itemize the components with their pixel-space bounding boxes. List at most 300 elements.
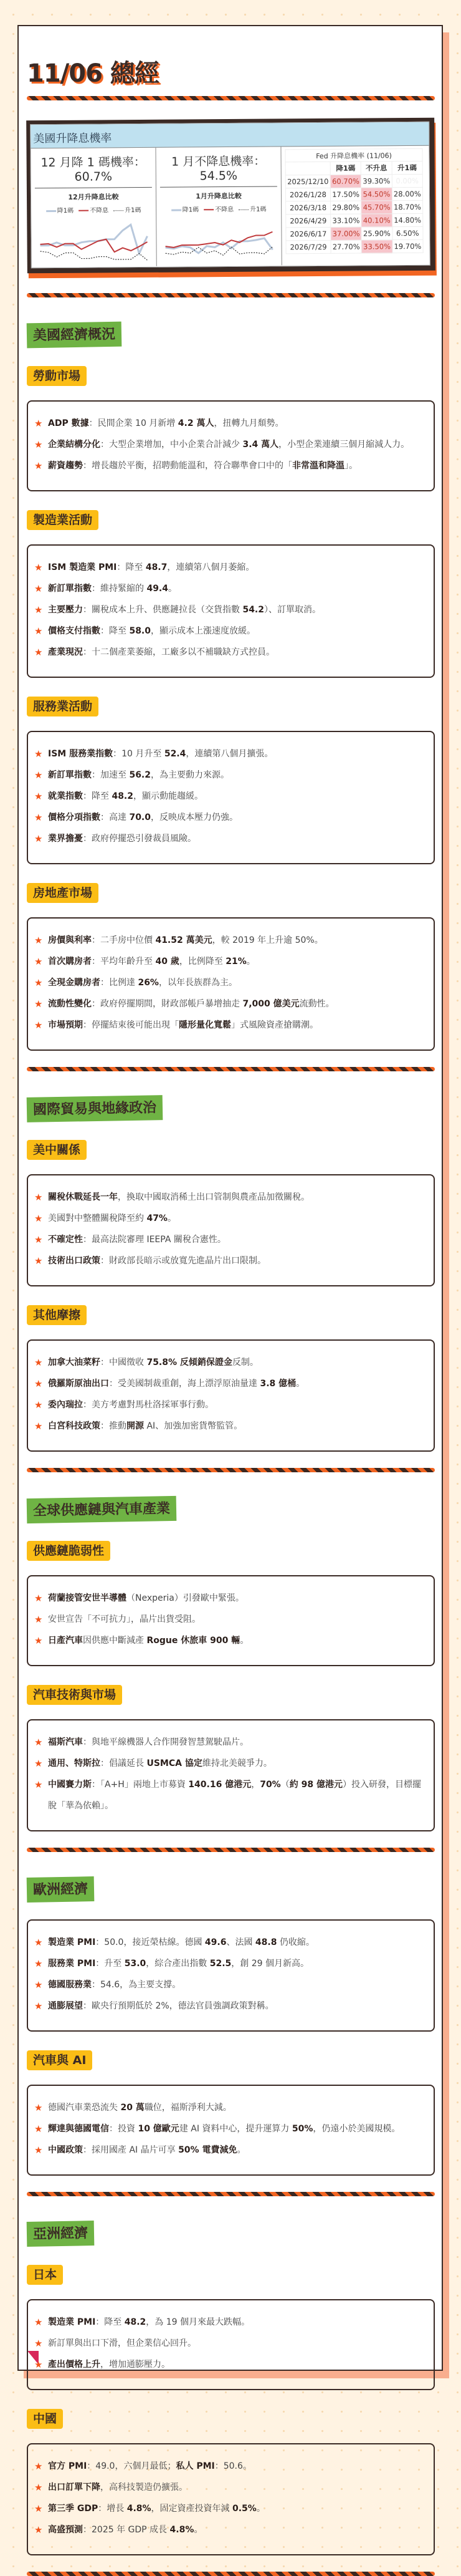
probability-cell: 33.50% xyxy=(361,240,392,253)
bold-text: 非常溫和降溫 xyxy=(292,461,345,471)
divider-stripe xyxy=(27,293,435,297)
probability-cell: 27.70% xyxy=(331,240,361,253)
star-icon: ★ xyxy=(34,1593,43,1604)
bold-text: 業界擔憂 xyxy=(48,834,83,844)
text: ：50.6。 xyxy=(214,2461,252,2471)
text: 。 xyxy=(256,2504,265,2514)
text: ：中國徵收 xyxy=(100,1358,147,1368)
chart-legend xyxy=(35,205,152,215)
star-icon: ★ xyxy=(34,562,43,573)
text: ：降至 xyxy=(83,791,112,801)
list-item xyxy=(34,599,427,620)
column-header: 不升息 xyxy=(361,162,391,175)
text: 安世宣告「不可抗力」，晶片出貨受阻。 xyxy=(48,1614,201,1624)
star-icon: ★ xyxy=(34,583,43,594)
bold-text: 3.8 億桶 xyxy=(260,1379,297,1389)
text: ，較 2019 年上升逾 50%。 xyxy=(212,935,323,945)
column-header: 降1碼 xyxy=(330,162,361,175)
list-item xyxy=(34,1932,427,1953)
subsection-label: 美中關係 xyxy=(27,1140,87,1160)
text: （Nexperia）引發歐中緊張。 xyxy=(126,1593,244,1603)
star-icon: ★ xyxy=(34,1357,43,1368)
text: 。 xyxy=(194,2525,203,2535)
rate-probability-panel xyxy=(26,118,435,274)
divider-stripe xyxy=(27,96,435,100)
meeting-date: 2026/1/28 xyxy=(285,188,330,201)
bold-text: 德國服務業 xyxy=(48,1980,92,1990)
list-item xyxy=(34,557,427,578)
text: ：加速至 xyxy=(92,770,130,780)
bold-text: 50% xyxy=(292,2124,313,2134)
dec-chart-column xyxy=(31,148,156,267)
text: ：投資 xyxy=(109,2124,138,2134)
list-item xyxy=(34,1974,427,1995)
meeting-date: 2026/3/18 xyxy=(286,201,331,215)
bold-text: 10 億歐元 xyxy=(138,2124,179,2134)
probability-cell: 33.10% xyxy=(331,214,361,227)
bold-text: 不確定性 xyxy=(48,1235,83,1245)
newsletter-card xyxy=(17,25,443,2535)
text: ，扭轉九月頹勢。 xyxy=(214,418,284,428)
star-icon: ★ xyxy=(34,1378,43,1389)
bold-text: 56.2 xyxy=(129,770,151,780)
bold-text: ISM 服務業指數 xyxy=(48,749,113,759)
bold-text: 4.2 萬人 xyxy=(178,418,214,428)
text: 德國汽車業恐流失 xyxy=(48,2103,121,2113)
list-item xyxy=(34,807,427,828)
bold-text: 26% xyxy=(138,978,159,988)
list-item xyxy=(34,1774,427,1816)
bold-text: 140.16 億港元 xyxy=(188,1780,252,1790)
list-item xyxy=(34,1995,427,2017)
bold-text: 就業指數 xyxy=(48,791,83,801)
star-icon: ★ xyxy=(34,418,43,429)
section xyxy=(27,2196,435,2576)
star-icon: ★ xyxy=(34,2524,43,2535)
bold-text: 首次購房者 xyxy=(48,957,92,967)
subsection-label: 其他摩擦 xyxy=(27,1305,87,1325)
text: ，創 29 個月新高。 xyxy=(231,1959,309,1969)
star-icon: ★ xyxy=(34,2144,43,2156)
meeting-date: 2026/7/29 xyxy=(286,240,331,254)
bullet-box xyxy=(27,544,435,678)
star-icon: ★ xyxy=(34,1614,43,1625)
star-icon: ★ xyxy=(34,998,43,1010)
list-item xyxy=(34,578,427,599)
subsection-label: 中國 xyxy=(27,2409,63,2429)
star-icon: ★ xyxy=(34,2102,43,2113)
star-icon: ★ xyxy=(34,1255,43,1266)
star-icon: ★ xyxy=(34,1020,43,1031)
bold-text: 荷蘭接管安世半導體 xyxy=(48,1593,126,1603)
bold-text: 41.52 萬美元 xyxy=(155,935,212,945)
bold-text: 中國賽力斯 xyxy=(48,1780,92,1790)
section xyxy=(27,1472,435,1852)
divider-stripe xyxy=(27,1468,435,1472)
star-icon: ★ xyxy=(34,625,43,637)
text: ：10 月升至 xyxy=(113,749,164,759)
probability-cell: 6.50% xyxy=(392,226,423,239)
text: 。 xyxy=(237,2145,246,2155)
probability-cell: 17.50% xyxy=(330,188,361,201)
probability-cell: 19.70% xyxy=(392,239,424,253)
bold-text: 產業現況 xyxy=(48,647,83,657)
legend-hike: 升1碼 xyxy=(113,205,141,214)
text: 」式風險資產搶購潮。 xyxy=(231,1020,318,1030)
section-heading: 歐洲經濟 xyxy=(27,1876,95,1903)
list-item xyxy=(34,2139,427,2161)
text: ：49.0，六個月最低； xyxy=(87,2461,176,2471)
probability-cell: 39.30% xyxy=(361,175,392,188)
star-icon: ★ xyxy=(34,748,43,760)
bold-text: 企業結構分化 xyxy=(48,440,100,450)
text: 、法國 xyxy=(226,1937,255,1947)
list-item xyxy=(34,2333,427,2354)
bold-text: 新訂單指數 xyxy=(48,770,92,780)
text: ：關稅成本上升、供應鏈拉長（交貨指數 xyxy=(83,605,243,615)
legend-hold: 不降息 xyxy=(204,204,234,213)
list-item xyxy=(34,1250,427,1271)
list-item xyxy=(34,1753,427,1774)
text: ）、訂單取消。 xyxy=(264,605,321,615)
text: ：採用國產 AI 晶片可享 xyxy=(83,2145,179,2155)
star-icon: ★ xyxy=(34,2123,43,2135)
star-icon: ★ xyxy=(34,1234,43,1245)
star-icon: ★ xyxy=(34,439,43,450)
star-icon: ★ xyxy=(34,1399,43,1411)
star-icon: ★ xyxy=(34,1737,43,1748)
jan-headline: 1 月不降息機率：54.5% xyxy=(159,149,277,187)
list-item xyxy=(34,2498,427,2519)
text: ：財政部長暗示或放寬先進晶片出口限制。 xyxy=(100,1256,266,1266)
star-icon: ★ xyxy=(34,956,43,967)
list-item xyxy=(34,2354,427,2375)
subsection-label: 汽車技術與市場 xyxy=(27,1685,122,1705)
list-item xyxy=(34,1416,427,1437)
panel-header: 美國升降息機率 xyxy=(31,122,429,148)
bold-text: 私人 PMI xyxy=(176,2461,215,2471)
star-icon: ★ xyxy=(34,604,43,615)
bullet-box xyxy=(27,2299,435,2390)
text: ：大型企業增加，中小企業合計減少 xyxy=(100,440,243,450)
star-icon: ★ xyxy=(34,2317,43,2328)
bold-text: 隱形量化寬鬆 xyxy=(179,1020,231,1030)
bold-text: 通膨展望 xyxy=(48,2001,83,2011)
text: ：維持緊縮的 xyxy=(92,584,147,594)
chart-legend xyxy=(160,203,277,213)
text: ，綜合產出指數 xyxy=(146,1959,210,1969)
list-item xyxy=(34,972,427,993)
text: ：50.0，接近榮枯線。德國 xyxy=(95,1937,205,1947)
subsection-label: 供應鏈脆弱性 xyxy=(27,1541,110,1561)
bold-text: 官方 PMI xyxy=(48,2461,87,2471)
divider-stripe xyxy=(27,1848,435,1852)
chart-title: 12月升降息比較 xyxy=(68,193,119,201)
list-item xyxy=(34,642,427,663)
section-heading: 亞洲經濟 xyxy=(27,2221,95,2247)
section xyxy=(27,297,435,1071)
legend-hike: 升1碼 xyxy=(239,204,266,213)
probability-cell: 28.00% xyxy=(392,187,423,200)
text: 仍收縮。 xyxy=(277,1937,315,1947)
bold-text: 58.0 xyxy=(129,626,151,636)
list-item xyxy=(34,1609,427,1630)
star-icon: ★ xyxy=(34,2503,43,2514)
text: ：降至 xyxy=(116,562,146,572)
bullet-box xyxy=(27,731,435,864)
star-icon: ★ xyxy=(34,1213,43,1224)
text: ：停擺結束後可能出現「 xyxy=(83,1020,179,1030)
section xyxy=(27,1852,435,2196)
list-item xyxy=(34,1588,427,1609)
text: ：降至 xyxy=(95,2317,125,2327)
bullet-box xyxy=(27,1339,435,1452)
divider-stripe xyxy=(27,2572,435,2576)
text: ，以年長族群為主。 xyxy=(158,978,237,988)
legend-hold: 不降息 xyxy=(78,205,108,214)
bold-text: 白宮科技政策 xyxy=(48,1421,100,1431)
list-item xyxy=(34,2519,427,2540)
list-item xyxy=(34,2118,427,2139)
meeting-date: 2025/12/10 xyxy=(285,175,330,188)
text: ：升至 xyxy=(95,1959,125,1969)
bold-text: 製造業 PMI xyxy=(48,2317,96,2327)
bold-text: ADP 數據 xyxy=(48,418,89,428)
text: ：高達 xyxy=(100,813,130,822)
subsection-label: 製造業活動 xyxy=(27,510,98,530)
bold-text: 市場預期 xyxy=(48,1020,83,1030)
bold-text: 新訂單指數 xyxy=(48,584,92,594)
text: ，為 19 個月來最大跌幅。 xyxy=(146,2317,250,2327)
section-heading: 美國經濟概況 xyxy=(27,322,122,349)
bold-text: 全現金購房者 xyxy=(48,978,100,988)
subsection-label: 日本 xyxy=(27,2265,63,2285)
text: ：推動 xyxy=(100,1421,126,1431)
list-item xyxy=(34,620,427,642)
text: （ xyxy=(280,1780,290,1790)
bullet-box xyxy=(27,400,435,491)
text: ）投入研發，目標擺脫「華為依賴」。 xyxy=(48,1780,421,1811)
text: 。 xyxy=(168,584,177,594)
probability-cell: 25.90% xyxy=(361,227,392,240)
bold-text: 52.4 xyxy=(164,749,186,759)
text: ，仍遠小於美國規模。 xyxy=(313,2124,401,2134)
bold-text: 70% xyxy=(260,1780,281,1790)
text: 新訂單與出口下滑，但企業信心回升。 xyxy=(48,2338,196,2348)
star-icon: ★ xyxy=(34,1779,43,1790)
text: ：2025 年 GDP 成長 xyxy=(83,2525,170,2535)
star-icon: ★ xyxy=(34,1979,43,1990)
probability-cell: 45.70% xyxy=(361,201,392,214)
bold-text: 產出價格上升 xyxy=(48,2360,100,2370)
series-line-2 xyxy=(166,247,273,256)
star-icon: ★ xyxy=(34,1192,43,1203)
text: ：增長趨於平衡，招聘動能溫和，符合聯準會口中的「 xyxy=(83,461,292,471)
text: ：最高法院審理 IEEPA 關稅合憲性。 xyxy=(83,1235,226,1245)
text: ：降至 xyxy=(100,626,130,636)
text: ：二手房中位價 xyxy=(92,935,156,945)
bullet-box xyxy=(27,1575,435,1666)
text: 反制。 xyxy=(232,1358,259,1368)
star-icon: ★ xyxy=(34,1421,43,1432)
text: ，固定資產投資年減 xyxy=(151,2504,232,2514)
text: AI、加強加密貨幣監管。 xyxy=(144,1421,243,1431)
bold-text: 52.5 xyxy=(209,1959,232,1969)
text: 流動性。 xyxy=(299,999,335,1009)
text: ，連續第八個月萎縮。 xyxy=(167,562,255,572)
bold-text: 福斯汽車 xyxy=(48,1737,83,1747)
text: ：與地平線機器人合作開發智慧駕駛晶片。 xyxy=(83,1737,249,1747)
probability-cell: 18.70% xyxy=(392,200,423,213)
star-icon: ★ xyxy=(34,2482,43,2493)
table-caption: Fed 升降息機率 (11/06) xyxy=(285,148,422,162)
list-item xyxy=(34,1015,427,1036)
bold-text: 通用、特斯拉 xyxy=(48,1758,100,1768)
meeting-date: 2026/6/17 xyxy=(286,227,331,241)
bold-text: 4.8% xyxy=(126,2504,151,2514)
bold-text: 48.7 xyxy=(145,562,168,572)
text: 」。 xyxy=(345,461,358,471)
text: 維持北美競爭力。 xyxy=(202,1758,272,1768)
list-item xyxy=(34,828,427,849)
bold-text: 48.8 xyxy=(255,1937,277,1947)
text: ，反映成本壓力仍強。 xyxy=(151,813,238,822)
bold-text: 主要壓力 xyxy=(48,605,83,615)
star-icon: ★ xyxy=(34,460,43,471)
bold-text: USMCA 協定 xyxy=(146,1758,202,1768)
bullet-box xyxy=(27,2443,435,2555)
star-icon: ★ xyxy=(34,1937,43,1948)
bullet-box xyxy=(27,1719,435,1831)
bold-text: 0.5% xyxy=(232,2504,257,2514)
text: ：平均年齡升至 xyxy=(92,957,156,967)
page-title: 11/06 總經 xyxy=(27,59,159,88)
bold-text: 48.2 xyxy=(124,2317,146,2327)
list-item xyxy=(34,413,427,434)
star-icon: ★ xyxy=(34,2359,43,2370)
bold-text: 75.8% 反傾銷保證金 xyxy=(146,1358,232,1368)
star-icon: ★ xyxy=(34,935,43,946)
list-item xyxy=(34,434,427,455)
list-item xyxy=(34,455,427,476)
bold-text: 7,000 億美元 xyxy=(242,999,300,1009)
text: ：倡議延長 xyxy=(100,1758,147,1768)
text: ：「A+H」兩地上市募資 xyxy=(92,1780,189,1790)
text: ：54.6，為主要支撐。 xyxy=(92,1980,181,1990)
bold-text: ISM 製造業 PMI xyxy=(48,562,117,572)
probability-cell: 54.50% xyxy=(361,188,392,201)
bold-text: 價格支付指數 xyxy=(48,626,100,636)
series-line-2 xyxy=(40,251,148,261)
bold-text: 俄羅斯原油出口 xyxy=(48,1379,109,1389)
list-item xyxy=(34,1732,427,1753)
text: 。 xyxy=(246,957,255,967)
list-item xyxy=(34,1229,427,1250)
subsection-label: 勞動市場 xyxy=(27,366,87,386)
list-item xyxy=(34,1187,427,1208)
bold-text: 出口訂單下降 xyxy=(48,2482,100,2492)
bold-text: 47% xyxy=(146,1213,168,1223)
dec-line-chart xyxy=(35,214,153,271)
list-item xyxy=(34,930,427,951)
bold-text: 48.2 xyxy=(112,791,133,801)
text: 職位，福斯淨利大減。 xyxy=(144,2103,232,2113)
subsection-label: 房地產市場 xyxy=(27,883,98,903)
legend-cut: 降1碼 xyxy=(46,205,74,215)
probability-cell: 29.80% xyxy=(331,201,361,214)
star-icon: ★ xyxy=(34,1635,43,1646)
text: ，高科技製造仍擴張。 xyxy=(100,2482,188,2492)
list-item xyxy=(34,1352,427,1373)
star-icon: ★ xyxy=(34,2338,43,2349)
bullet-box xyxy=(27,1174,435,1286)
bullet-box xyxy=(27,917,435,1051)
bold-text: 關稅休戰延長一年 xyxy=(48,1192,118,1202)
section xyxy=(27,1071,435,1472)
bullet-box xyxy=(27,1919,435,2032)
text: ：受美國制裁重創，海上漂浮原油量達 xyxy=(109,1379,260,1389)
table-row xyxy=(286,226,423,241)
list-item xyxy=(34,2477,427,2498)
bold-text: 製造業 PMI xyxy=(48,1937,96,1947)
text: ：政府停擺期間，財政部帳戶暴增抽走 xyxy=(92,999,243,1009)
list-item xyxy=(34,951,427,972)
subsection-label: 服務業活動 xyxy=(27,697,98,716)
text: 建 AI 資料中心，提升運算力 xyxy=(179,2124,292,2134)
bold-text: 20 萬 xyxy=(120,2103,145,2113)
content xyxy=(27,26,435,2576)
list-item xyxy=(34,1953,427,1974)
text: ：歐央行預期低於 2%，德法官員強調政策對稱。 xyxy=(83,2001,274,2011)
jan-chart-column xyxy=(156,147,282,266)
text: 因供應中斷減產 xyxy=(83,1636,147,1646)
text: ，顯示動能趨緩。 xyxy=(133,791,203,801)
probability-cell: 60.70% xyxy=(330,175,361,188)
star-icon: ★ xyxy=(34,833,43,844)
text: ，為主要動力來源。 xyxy=(151,770,229,780)
jan-line-chart xyxy=(160,213,278,269)
text: ，顯示成本上漲速度放緩。 xyxy=(151,626,255,636)
chart-title: 1月升降息比較 xyxy=(196,191,242,201)
dec-headline: 12 月降 1 碼機率：60.7% xyxy=(34,150,151,188)
bold-text: 薪資趨勢 xyxy=(48,461,83,471)
text: ：比例達 xyxy=(100,978,138,988)
star-icon: ★ xyxy=(34,2000,43,2012)
bold-text: 49.4 xyxy=(146,584,168,594)
bold-text: 高盛預測 xyxy=(48,2525,83,2535)
text: 。 xyxy=(296,1379,305,1389)
legend-cut: 降1碼 xyxy=(171,204,199,213)
bold-text: 價格分項指數 xyxy=(48,813,100,822)
text: ：政府停擺恐引發裁員風險。 xyxy=(83,834,196,844)
table-row xyxy=(285,187,422,201)
section-heading: 全球供應鏈與汽車產業 xyxy=(27,1496,177,1523)
list-item xyxy=(34,2312,427,2333)
table-row xyxy=(286,200,423,215)
probability-cell: 0.00% xyxy=(392,174,423,187)
bold-text: 40 歲 xyxy=(155,957,179,967)
star-icon: ★ xyxy=(34,791,43,802)
bold-text: 70.0 xyxy=(129,813,151,822)
star-icon: ★ xyxy=(34,647,43,658)
text: ：增長 xyxy=(98,2504,127,2514)
bold-text: 日產汽車 xyxy=(48,1636,83,1646)
text: ：民間企業 10 月新增 xyxy=(88,418,178,428)
star-icon: ★ xyxy=(34,1958,43,1969)
bold-text: 流動性變化 xyxy=(48,999,92,1009)
text: ，小型企業連續三個月縮減人力。 xyxy=(278,440,410,450)
bold-text: Rogue 休旅車 900 輛 xyxy=(146,1636,240,1646)
